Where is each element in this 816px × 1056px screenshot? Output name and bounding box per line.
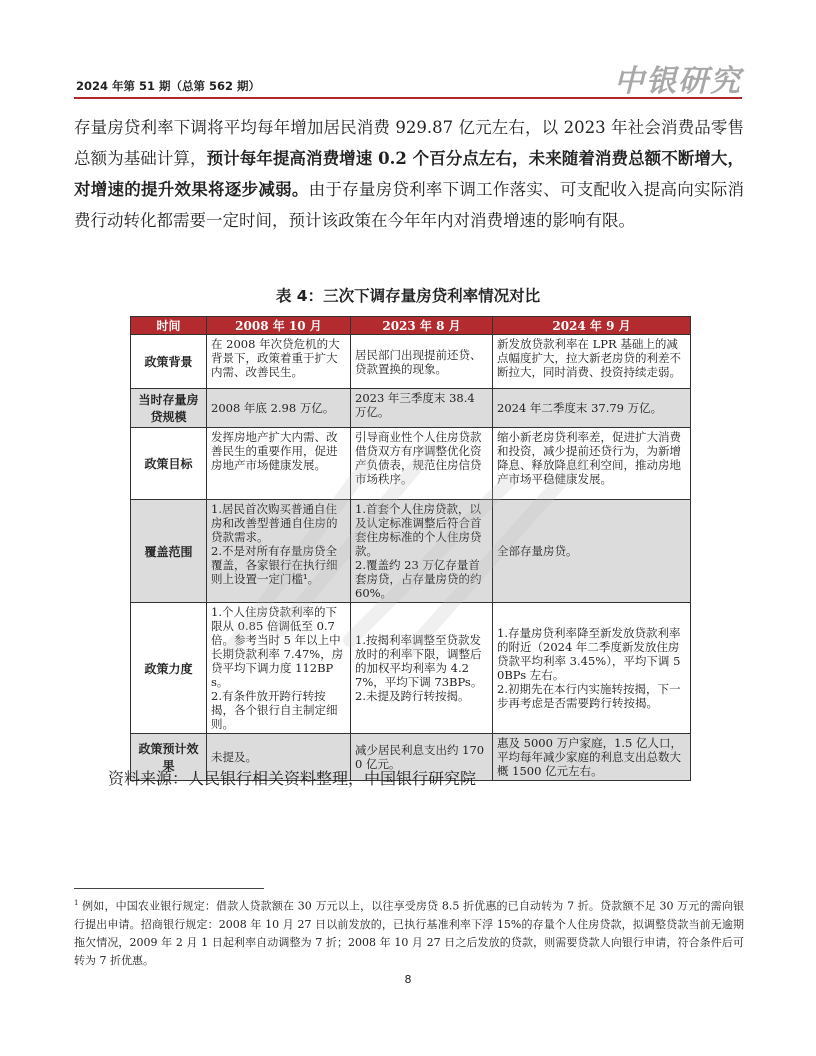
brand-logo: 中银研究 [614,64,742,99]
row-header: 覆盖范围 [131,500,207,603]
body-paragraph [74,112,744,236]
table-cell: 1.首套个人住房贷款，以及认定标准调整后符合首套住房标准的个人住房贷款。 2.覆盖约 23 万亿存量首套房贷，占存量房贷的约 60%。 [351,500,493,603]
footnote-divider [74,888,264,889]
table-cell: 全部存量房贷。 [493,500,691,603]
table-header-row [131,317,691,335]
table-row [131,500,691,603]
policy-comparison-table [130,316,691,781]
table-cell: 在 2008 年次贷危机的大背景下，政策着重于扩大内需、改善民生。 [207,335,351,389]
table-title: 表 4：三次下调存量房贷利率情况对比 [275,287,541,305]
table-cell: 2024 年二季度末 37.79 万亿。 [493,389,691,428]
column-header: 2008 年 10 月 [207,317,351,335]
table-cell: 惠及 5000 万户家庭，1.5 亿人口，平均每年减少家庭的利息支出总数大概 1500 亿元左右。 [493,734,691,781]
column-header: 2023 年 8 月 [351,317,493,335]
table-cell: 2008 年底 2.98 万亿。 [207,389,351,428]
table-cell: 2023 年三季度末 38.4 万亿。 [351,389,493,428]
footnote-mark: 1 [74,899,79,907]
paragraph-text-tail: 由于存量房贷利率下调工作落实、可支配收入提高向实际消费行动转化都需要一定时间，预计该政策在今年年内对消费增速的影响有限。 [74,180,745,230]
issue-label: 2024 年第 51 期（总第 562 期） [76,79,261,93]
row-header: 政策目标 [131,428,207,500]
footnote [74,894,744,970]
table-cell: 1.存量房贷利率降至新发放贷款利率的附近（2024 年二季度新发放住房贷款平均利率 3.45%），平均下调 50BPs 左右。 2.初期先在本行内实施转按揭，下一步再考虑是否需要跨行转按揭。 [493,603,691,734]
row-header: 政策背景 [131,335,207,389]
table-row [131,603,691,734]
source-note: 资料来源：人民银行相关资料整理，中国银行研究院 [108,769,477,788]
row-header: 政策预计效果 [131,734,207,781]
table-cell: 发挥房地产扩大内需、改善民生的重要作用，促进房地产市场健康发展。 [207,428,351,500]
table-cell: 1.个人住房贷款利率的下限从 0.85 倍调低至 0.7 倍。参考当时 5 年以上中长期贷款利率 7.47%，房贷平均下调力度 112BPs。 2.有条件放开跨行转按揭，各个银行自主制定细则。 [207,603,351,734]
table-row [131,428,691,500]
header-divider [74,97,742,99]
page-number: 8 [404,973,412,986]
column-header: 2024 年 9 月 [493,317,691,335]
row-header: 政策力度 [131,603,207,734]
table-cell: 引导商业性个人住房贷款借贷双方有序调整优化资产负债表，规范住房信贷市场秩序。 [351,428,493,500]
column-header: 时间 [131,317,207,335]
table-cell: 缩小新老房贷利率差，促进扩大消费和投资，减少提前还贷行为，为新增降息、释放降息红利空间，推动房地产市场平稳健康发展。 [493,428,691,500]
row-header: 当时存量房贷规模 [131,389,207,428]
table-cell: 1.居民首次购买普通自住房和改善型普通自住房的贷款需求。 2.不是对所有存量房贷全覆盖，各家银行在执行细则上设置一定门槛¹。 [207,500,351,603]
table-cell: 新发放贷款利率在 LPR 基础上的减点幅度扩大，拉大新老房贷的利差不断拉大，同时消费、投资持续走弱。 [493,335,691,389]
table-row [131,335,691,389]
paragraph-text: 存量房贷利率下调将平均每年增加居民消费 929.87 亿元左右，以 2023 年社会消费品零售总额为基础计算， [74,118,744,168]
table-row [131,389,691,428]
footnote-text: 例如，中国农业银行规定：借款人贷款额在 30 万元以上，以往享受房贷 8.5 折优惠的已自动转为 7 折。贷款额不足 30 万元的需向银行提出申请。招商银行规定：2008 年 10 月 27 日以前发放的，已执行基准利率下浮 15%的存量个人住房贷款，拟调整贷款当前无逾期拖欠情况，2009 年 2 月 1 日起利率自动调整为 7 折；2008 年 10 月 27 日之后发放的贷款，则需要贷款人向银行申请，符合条件后可转为 7 折优惠。 [74,899,744,967]
paragraph-emphasis: 预计每年提高消费增速 0.2 个百分点左右，未来随着消费总额不断增大，对增速的提升效果将逐步减弱。 [74,149,744,199]
table-cell: 1.按揭利率调整至贷款发放时的利率下限，调整后的加权平均利率为 4.27%，平均下调 73BPs。 2.未提及跨行转按揭。 [351,603,493,734]
table-cell: 未提及。 [207,734,351,781]
table-cell: 居民部门出现提前还贷、贷款置换的现象。 [351,335,493,389]
table-cell: 减少居民利息支出约 1700 亿元。 [351,734,493,781]
